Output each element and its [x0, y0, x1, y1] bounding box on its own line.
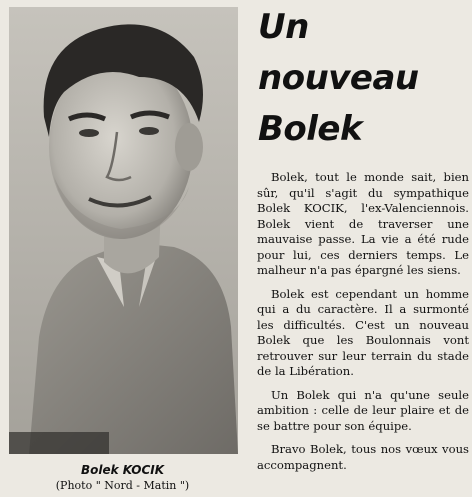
photo-caption-name: Bolek KOCIK — [80, 463, 165, 477]
headline-line-1: Un — [258, 7, 309, 47]
headline-line-3: Bolek — [258, 109, 363, 149]
article-paragraph-1: Bolek, tout le monde sait, bien sûr, qu'il s'agit du sympathique Bolek KOCIK, l'ex-Valenciennois. Bolek vient de traverser une mauvaise passe. La vie a été rude pour lui, ces derniers temps. Le malheur n'a pas épargné les siens. — [257, 170, 469, 277]
article-paragraph-2: Bolek est cependant un homme qui a du caractère. Il a surmonté les difficultés. C'est un nouveau Bolek que les Boulonnais vont retrouver sur leur terrain du stade de la Libération. — [257, 286, 469, 378]
portrait-image — [9, 7, 238, 454]
headline-line-2: nouveau — [258, 58, 419, 98]
article-body — [257, 170, 469, 473]
player-photo — [9, 7, 238, 454]
photo-caption-credit: (Photo " Nord - Matin ") — [55, 479, 190, 492]
article-paragraph-4: Bravo Bolek, tous nos vœux vous accompagnent. — [257, 442, 469, 472]
article-headline — [258, 2, 468, 155]
article-paragraph-3: Un Bolek qui n'a qu'une seule ambition : celle de leur plaire et de se battre pour son équipe. — [257, 387, 469, 433]
